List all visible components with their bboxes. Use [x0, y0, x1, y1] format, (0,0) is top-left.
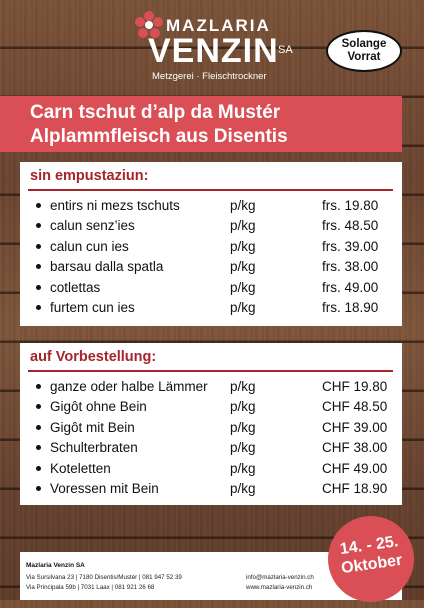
- bullet-icon: [36, 223, 41, 228]
- item-price: frs. 19.80: [322, 198, 379, 213]
- item-price: frs. 39.00: [322, 238, 379, 254]
- item-unit: p/kg: [230, 279, 256, 295]
- price-list: [20, 377, 402, 499]
- bullet-icon: [36, 305, 41, 310]
- item-name: Gigôt mit Bein: [50, 419, 135, 435]
- section-heading: auf Vorbestellung:: [30, 349, 157, 365]
- stock-stamp: [326, 30, 402, 72]
- bullet-icon: [36, 404, 41, 409]
- bullet-icon: [36, 203, 41, 208]
- bullet-icon: [36, 244, 41, 249]
- footer-website[interactable]: www.mazlaria-venzin.ch: [246, 584, 313, 591]
- item-price: CHF 38.00: [322, 440, 388, 456]
- title-line-2: Alplammfleisch aus Disentis: [30, 126, 288, 147]
- price-item: [20, 237, 402, 257]
- stamp-line-2: Vorrat: [347, 51, 381, 63]
- price-item: [20, 196, 402, 216]
- item-unit: p/kg: [230, 419, 256, 435]
- price-item: [20, 278, 402, 298]
- item-price: CHF 39.00: [322, 419, 388, 435]
- price-card-no-order: [20, 162, 402, 326]
- price-item: [20, 479, 402, 499]
- item-unit: p/kg: [230, 379, 256, 394]
- bullet-icon: [36, 425, 41, 430]
- item-price: CHF 49.00: [322, 460, 388, 476]
- item-unit: p/kg: [230, 198, 256, 213]
- item-name: cotlettas: [50, 279, 101, 295]
- item-name: Koteletten: [50, 460, 111, 476]
- item-name: barsau dalla spatla: [50, 259, 164, 275]
- item-unit: p/kg: [230, 218, 256, 234]
- stamp-line-1: Solange: [341, 38, 387, 50]
- item-price: frs. 48.50: [322, 218, 379, 234]
- item-name: furtem cun ies: [50, 299, 135, 315]
- item-unit: p/kg: [230, 238, 256, 254]
- price-item: [20, 257, 402, 277]
- item-name: ganze oder halbe Lämmer: [50, 379, 208, 394]
- divider: [28, 370, 393, 372]
- item-price: frs. 18.90: [322, 299, 379, 315]
- price-item: [20, 438, 402, 458]
- price-item: [20, 459, 402, 479]
- brand-top-text: MAZLARIA: [166, 16, 271, 35]
- price-item: [20, 418, 402, 438]
- price-item: [20, 377, 402, 397]
- bullet-icon: [36, 285, 41, 290]
- brand-name: VENZIN: [148, 32, 279, 70]
- item-name: calun senz’ies: [50, 218, 135, 234]
- price-item: [20, 216, 402, 236]
- brand-suffix: SA: [278, 44, 293, 56]
- item-price: CHF 19.80: [322, 379, 388, 394]
- bullet-icon: [36, 486, 41, 491]
- footer-address-1: Via Sursilvana 23 | 7180 Disentis/Mustér | 081 947 52 39: [26, 574, 182, 581]
- date-range: 14. - 25.: [338, 533, 400, 559]
- footer-email[interactable]: info@mazlaria-venzin.ch: [246, 574, 314, 581]
- section-heading: sin empustaziun:: [30, 168, 149, 184]
- item-name: calun cun ies: [50, 238, 129, 254]
- item-price: frs. 38.00: [322, 259, 379, 275]
- bullet-icon: [36, 384, 41, 389]
- bullet-icon: [36, 264, 41, 269]
- item-name: entirs ni mezs tschuts: [50, 198, 180, 213]
- bullet-icon: [36, 466, 41, 471]
- item-unit: p/kg: [230, 299, 256, 315]
- item-price: CHF 48.50: [322, 399, 388, 415]
- date-month: Oktober: [340, 551, 404, 578]
- footer-address-2: Via Principala 59b | 7031 Laax | 081 921 26 68: [26, 584, 155, 591]
- item-unit: p/kg: [230, 440, 256, 456]
- bullet-icon: [36, 445, 41, 450]
- item-unit: p/kg: [230, 480, 256, 496]
- item-name: Voressen mit Bein: [50, 480, 159, 496]
- item-price: frs. 49.00: [322, 279, 379, 295]
- item-price: CHF 18.90: [322, 480, 388, 496]
- item-name: Schulterbraten: [50, 440, 138, 456]
- price-item: [20, 397, 402, 417]
- brand-subtitle: Metzgerei · Fleischtrockner: [152, 71, 267, 82]
- title-line-1: Carn tschut d’alp da Mustér: [30, 102, 281, 123]
- footer-company: Mazlaria Venzin SA: [26, 562, 85, 569]
- item-unit: p/kg: [230, 399, 256, 415]
- item-unit: p/kg: [230, 460, 256, 476]
- brand-logo: [118, 8, 296, 88]
- price-list: [20, 196, 402, 318]
- price-item: [20, 298, 402, 318]
- item-name: Gigôt ohne Bein: [50, 399, 147, 415]
- price-card-preorder: [20, 343, 402, 505]
- divider: [28, 189, 393, 191]
- item-unit: p/kg: [230, 259, 256, 275]
